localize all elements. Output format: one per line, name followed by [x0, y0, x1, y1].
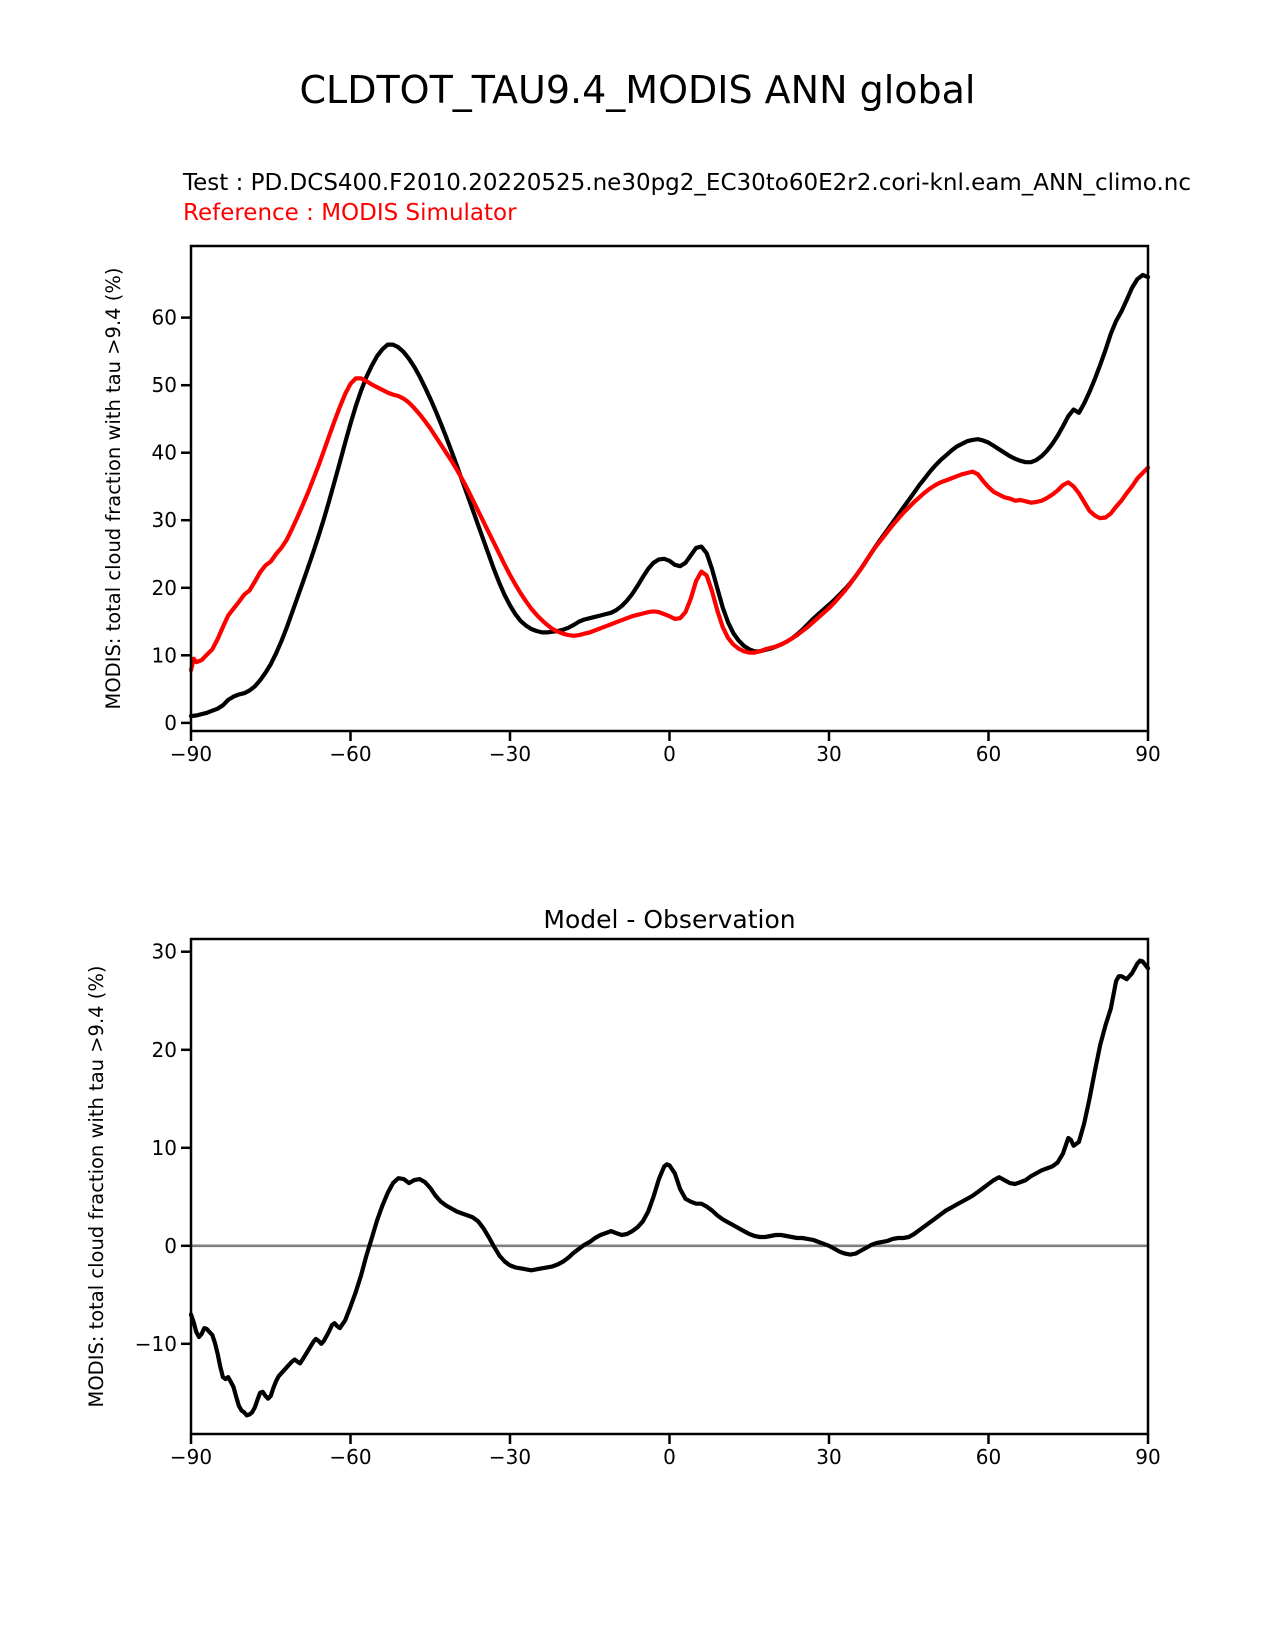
- y-tick-label: 40: [151, 440, 177, 465]
- y-axis-label: MODIS: total cloud fraction with tau >9.4 (%): [102, 267, 125, 710]
- y-tick-label: 0: [164, 710, 177, 735]
- y-tick-label: 50: [151, 373, 177, 398]
- top-chart: [102, 246, 1161, 766]
- y-tick-label: 30: [151, 508, 177, 533]
- test-label: Test : PD.DCS400.F2010.20220525.ne30pg2_EC30to60E2r2.cori-knl.eam_ANN_climo.nc: [183, 170, 1191, 196]
- x-tick-label: −60: [329, 1445, 372, 1469]
- y-tick-label: 10: [151, 1135, 177, 1160]
- axes-frame: [191, 939, 1148, 1434]
- bottom-chart: [85, 905, 1161, 1469]
- x-tick-label: 30: [816, 742, 842, 766]
- y-tick-label: 30: [151, 939, 177, 964]
- x-tick-label: 60: [975, 1445, 1002, 1469]
- x-tick-label: −60: [329, 742, 372, 766]
- x-tick-label: −90: [169, 1445, 213, 1469]
- y-tick-label: 20: [151, 575, 177, 600]
- y-tick-label: −10: [134, 1331, 177, 1356]
- y-tick-label: 20: [151, 1037, 177, 1062]
- y-axis-label: MODIS: total cloud fraction with tau >9.4 (%): [85, 965, 108, 1408]
- x-tick-label: 0: [663, 1445, 676, 1469]
- figure-title: CLDTOT_TAU9.4_MODIS ANN global: [299, 68, 976, 112]
- y-tick-label: 60: [151, 305, 177, 330]
- series-reference-line: [191, 378, 1148, 670]
- series-difference-line: [191, 961, 1148, 1416]
- x-tick-label: 90: [1135, 742, 1161, 766]
- x-tick-label: −90: [169, 742, 213, 766]
- x-tick-label: −30: [488, 742, 532, 766]
- x-tick-label: −30: [488, 1445, 532, 1469]
- y-tick-label: 0: [164, 1233, 177, 1258]
- x-tick-label: 90: [1135, 1445, 1161, 1469]
- x-tick-label: 30: [816, 1445, 842, 1469]
- x-tick-label: 60: [975, 742, 1002, 766]
- x-tick-label: 0: [663, 742, 676, 766]
- panel-title: Model - Observation: [543, 905, 796, 934]
- y-tick-label: 10: [151, 643, 177, 668]
- reference-label: Reference : MODIS Simulator: [183, 200, 517, 226]
